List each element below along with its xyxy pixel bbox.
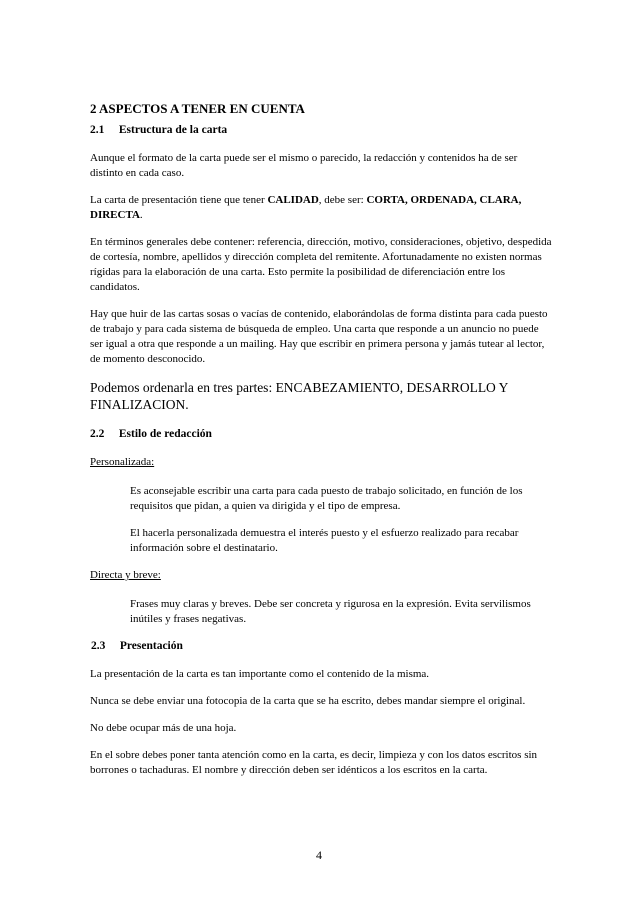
paragraph: Aunque el formato de la carta puede ser el mismo o parecido, la redacción y contenidos ha de ser distinto en cada caso. bbox=[90, 152, 518, 179]
paragraph: En el sobre debes poner tanta atención como en la carta, es decir, limpieza y con los datos escritos sin borrones o tachaduras. El nombre y dirección deben ser idénticos a los escritos en la carta. bbox=[90, 749, 538, 776]
subsection-title: Presentación bbox=[119, 640, 183, 652]
paragraph: No debe ocupar más de una hoja. bbox=[90, 722, 237, 734]
subsection-number: 2.1 bbox=[90, 124, 105, 136]
paragraph: Hay que huir de las cartas sosas o vacías de contenido, elaborándolas de forma distinta para cada puesto de trabajo y para cada sistema de búsqueda de empleo. Una carta que responde a un anuncio no puede ser igual a otra que responde a un mailing. Hay que escribir en primera persona y jamás tutear al lector, de momento desconocido. bbox=[90, 308, 548, 365]
text-run: . bbox=[139, 209, 143, 221]
paragraph-large: Podemos ordenarla en tres partes: ENCABEZAMIENTO, DESARROLLO Y FINALIZACION. bbox=[90, 380, 508, 412]
indented-paragraph: Es aconsejable escribir una carta para cada puesto de trabajo solicitado, en función de los requisitos que pidan, a quien va dirigida y el tipo de empresa. bbox=[130, 485, 523, 512]
underlined-subheading: Directa y breve: bbox=[90, 569, 161, 581]
subsection-heading-2-1 bbox=[90, 123, 552, 137]
text-run: La carta de presentación tiene que tener bbox=[90, 194, 268, 206]
subsection-title: Estructura de la carta bbox=[118, 124, 228, 136]
subsection-title: Estilo de redacción bbox=[118, 428, 212, 440]
paragraph: Nunca se debe enviar una fotocopia de la carta que se ha escrito, debes mandar siempre el original. bbox=[90, 695, 526, 707]
document-page bbox=[90, 101, 552, 790]
indented-paragraph: Frases muy claras y breves. Debe ser concreta y rigurosa en la expresión. Evita servilismos inútiles y frases negativas. bbox=[130, 598, 531, 625]
subsection-number: 2.3 bbox=[91, 640, 106, 652]
underlined-subheading: Personalizada: bbox=[90, 456, 155, 468]
subsection-heading-2-2 bbox=[90, 427, 552, 441]
paragraph: En términos generales debe contener: referencia, dirección, motivo, consideraciones, objetivo, despedida de cortesía, nombre, apellidos y dirección completa del remitente. Afortunadamente no existen normas rígidas para la elaboración de una carta. Esto permite la posibilidad de diferenciación entre los candidatos. bbox=[90, 236, 552, 293]
text-run: , debe ser: bbox=[318, 194, 367, 206]
bold-text: CALIDAD bbox=[267, 194, 319, 206]
section-heading: 2 ASPECTOS A TENER EN CUENTA bbox=[90, 101, 305, 116]
subsection-number: 2.2 bbox=[90, 428, 105, 440]
bold-text: CORTA, ORDENADA, CLARA, DIRECTA bbox=[90, 194, 522, 221]
indented-paragraph: El hacerla personalizada demuestra el interés puesto y el esfuerzo realizado para recabar información sobre el destinatario. bbox=[130, 527, 519, 554]
paragraph: La presentación de la carta es tan importante como el contenido de la misma. bbox=[90, 668, 430, 680]
subsection-heading-2-3 bbox=[91, 639, 552, 653]
page-number: 4 bbox=[316, 848, 322, 862]
paragraph-calidad bbox=[90, 193, 552, 223]
